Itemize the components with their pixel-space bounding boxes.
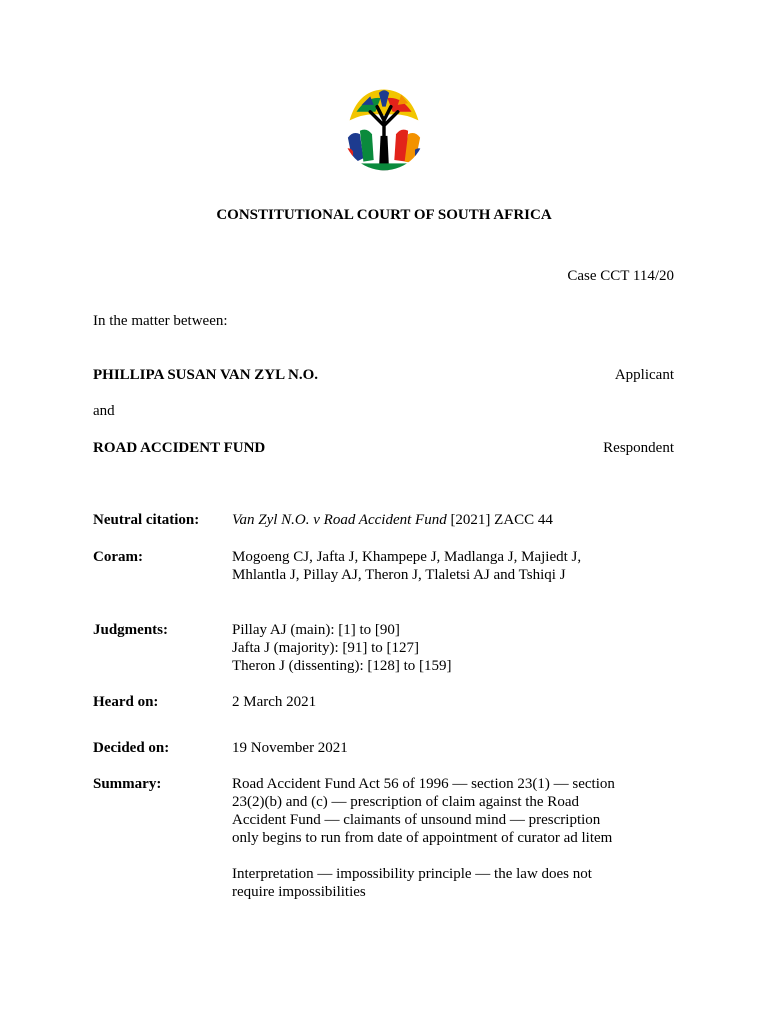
applicant-row — [93, 366, 674, 384]
summary-value — [232, 775, 708, 901]
judgments-label: Judgments: — [93, 622, 169, 638]
summary-line: Road Accident Fund Act 56 of 1996 — section 23(1) — section — [232, 776, 615, 792]
respondent-row — [93, 439, 674, 457]
summary-paragraph — [232, 865, 708, 901]
case-name: Van Zyl N.O. v Road Accident Fund — [232, 512, 447, 528]
coram-value — [232, 548, 708, 584]
citation-reference: [2021] ZACC 44 — [446, 512, 553, 528]
court-name-heading: CONSTITUTIONAL COURT OF SOUTH AFRICA — [216, 207, 552, 223]
matter-intro: In the matter between: — [93, 313, 228, 329]
case-number: Case CCT 114/20 — [567, 268, 674, 284]
decided-on-value: 19 November 2021 — [232, 740, 348, 756]
neutral-citation-value — [232, 511, 708, 529]
applicant-name: PHILLIPA SUSAN VAN ZYL N.O. — [93, 367, 319, 383]
summary-label: Summary: — [93, 776, 162, 792]
summary-line: only begins to run from date of appointment of curator ad litem — [232, 830, 613, 846]
summary-line: 23(2)(b) and (c) — prescription of claim against the Road — [232, 794, 579, 810]
summary-field — [93, 775, 708, 901]
summary-paragraph — [232, 775, 708, 847]
coram-line: Mhlantla J, Pillay AJ, Theron J, Tlaletsi AJ and Tshiqi J — [232, 567, 566, 583]
neutral-citation-field — [93, 511, 708, 529]
decided-on-field — [93, 739, 708, 757]
coram-label: Coram: — [93, 549, 143, 565]
summary-line: Interpretation — impossibility principle — the law does not — [232, 866, 592, 882]
respondent-name: ROAD ACCIDENT FUND — [93, 440, 266, 456]
neutral-citation-label: Neutral citation: — [93, 512, 200, 528]
constitutional-court-tree-logo-icon — [341, 86, 427, 172]
coram-field — [93, 548, 708, 584]
judgments-field — [93, 621, 708, 675]
judgment-line: Theron J (dissenting): [128] to [159] — [232, 658, 452, 674]
summary-line: Accident Fund — claimants of unsound mind — prescription — [232, 812, 601, 828]
applicant-role: Applicant — [614, 367, 674, 383]
heard-on-value: 2 March 2021 — [232, 694, 317, 710]
party-conjunction: and — [93, 403, 115, 419]
judgment-line: Pillay AJ (main): [1] to [90] — [232, 622, 400, 638]
decided-on-label: Decided on: — [93, 740, 170, 756]
heard-on-field — [93, 693, 708, 711]
judgments-value — [232, 621, 708, 675]
heard-on-label: Heard on: — [93, 694, 159, 710]
respondent-role: Respondent — [603, 440, 674, 456]
judgment-line: Jafta J (majority): [91] to [127] — [232, 640, 420, 656]
coram-line: Mogoeng CJ, Jafta J, Khampepe J, Madlanga J, Majiedt J, — [232, 549, 582, 565]
summary-line: require impossibilities — [232, 884, 366, 900]
